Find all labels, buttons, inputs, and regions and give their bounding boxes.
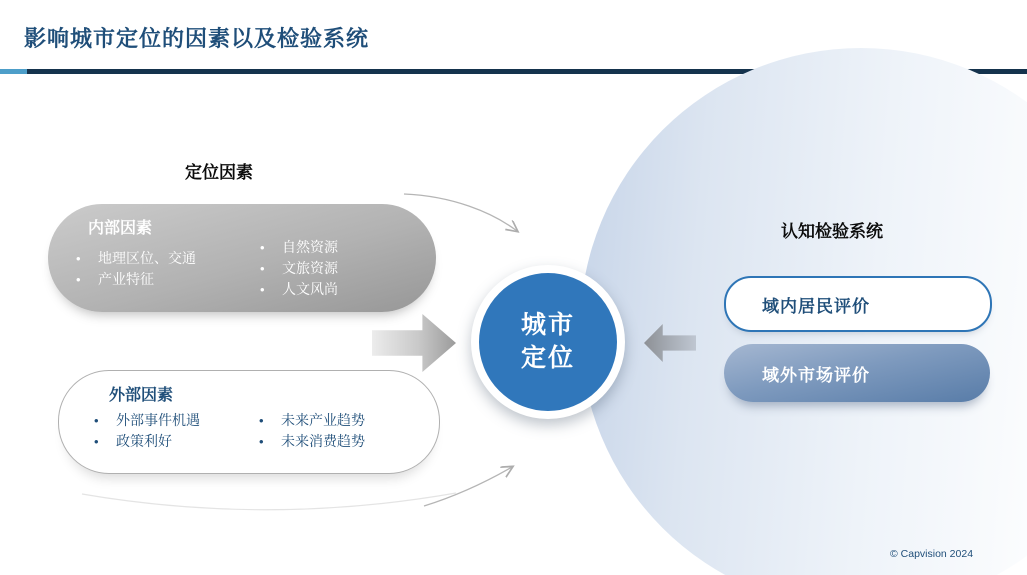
- circle-label-line2: 定位: [520, 344, 575, 372]
- bullet-item: • 自然资源: [260, 237, 338, 258]
- internal-factors-title: 内部因素: [88, 220, 153, 237]
- curved-arrow-bottom: [424, 467, 512, 506]
- market-evaluation-pill: [724, 344, 990, 402]
- internal-factors-col1: [76, 248, 196, 290]
- bullet-item: • 未来消费趋势: [259, 431, 365, 452]
- external-factors-title: 外部因素: [109, 387, 174, 404]
- internal-factors-col2: [260, 237, 338, 300]
- bullet-item: • 产业特征: [76, 269, 196, 290]
- external-factors-box: [58, 370, 440, 474]
- decorative-arc: [82, 493, 456, 510]
- market-evaluation-label: 域外市场评价: [762, 365, 870, 385]
- city-positioning-label: [521, 309, 575, 375]
- bullet-item: • 地理区位、交通: [76, 248, 196, 269]
- resident-evaluation-label: 域内居民评价: [762, 296, 870, 316]
- title-underline-accent: [0, 69, 27, 74]
- bullet-item: • 政策利好: [94, 431, 200, 452]
- right-block-arrow-icon: [372, 314, 456, 372]
- copyright-text: © Capvision 2024: [890, 548, 974, 560]
- external-factors-col2: [259, 410, 365, 452]
- bullet-item: • 文旅资源: [260, 258, 338, 279]
- page-title: 影响城市定位的因素以及检验系统: [24, 26, 370, 51]
- external-factors-col1: [94, 410, 200, 452]
- bullet-item: • 外部事件机遇: [94, 410, 200, 431]
- internal-factors-box: [48, 204, 436, 312]
- city-positioning-circle: [471, 265, 625, 419]
- circle-label-line1: 城市: [520, 311, 575, 339]
- bullet-item: • 未来产业趋势: [259, 410, 365, 431]
- right-section-heading: 认知检验系统: [781, 222, 883, 241]
- resident-evaluation-pill: [724, 276, 992, 332]
- bullet-item: • 人文风尚: [260, 279, 338, 300]
- left-section-heading: 定位因素: [185, 163, 253, 182]
